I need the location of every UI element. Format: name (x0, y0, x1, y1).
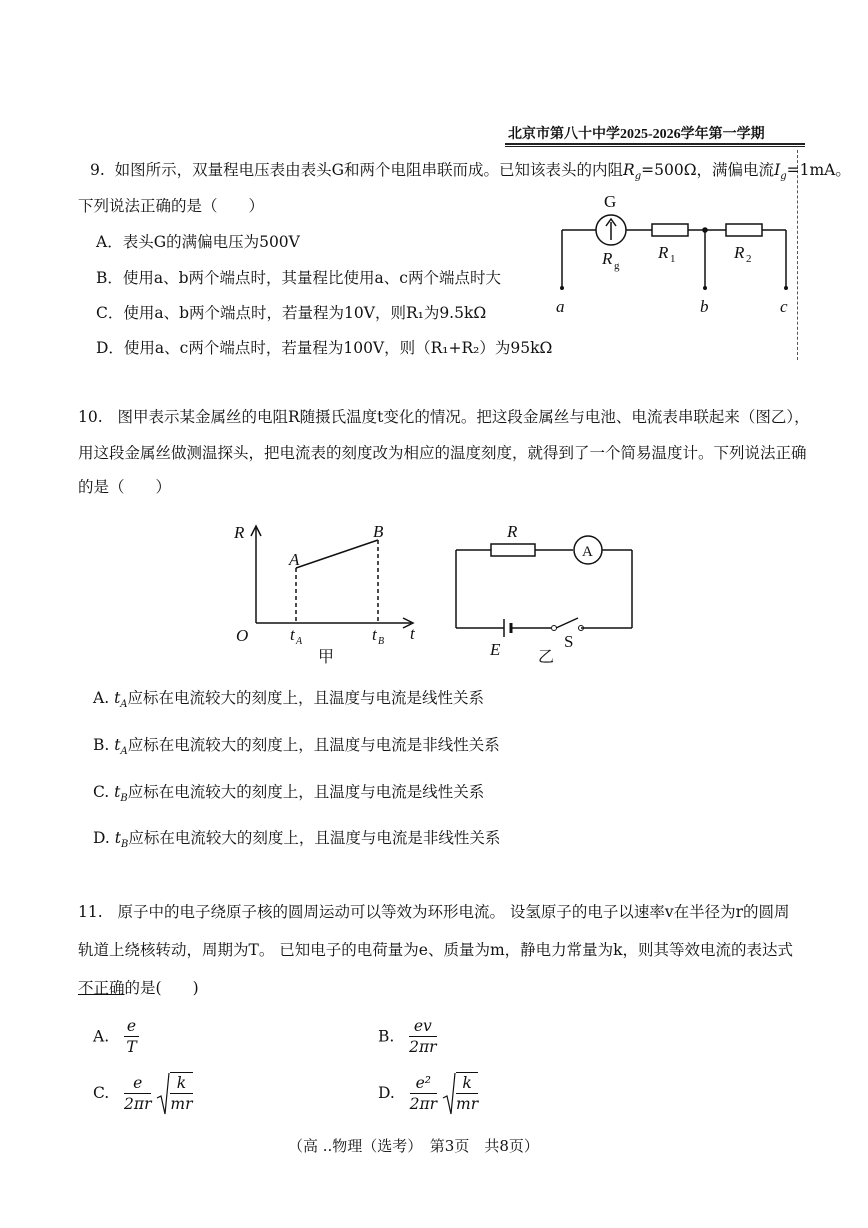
q11-option-c-den: 2πr (124, 1094, 152, 1113)
circuit-label-e: E (490, 640, 501, 659)
q10-option-d[interactable]: D. $t_B$应标在电流较大的刻度上，且温度与电流是非线性关系 (93, 829, 501, 851)
q10-option-b-letter: B. (93, 736, 110, 754)
radical-sign-icon (156, 1072, 170, 1116)
q11-option-c-root-num: k (170, 1073, 192, 1094)
q11-option-b[interactable] (378, 1016, 437, 1066)
q11-option-a[interactable] (93, 1016, 139, 1066)
q9-stem-2: 下列说法正确的是（ ） (78, 197, 265, 215)
q11-option-b-den: 2πr (409, 1038, 437, 1056)
q9-line1: 9. 如图所示，双量程电压表由表头G和两个电阻串联而成。已知该表头的内阻$R_g=500\Omega$，满偏电流$I_g=1mA$。 (90, 161, 851, 183)
q11-option-a-letter: A. (93, 1027, 110, 1046)
q11-option-c-letter: C. (93, 1084, 110, 1102)
graph-point-a: A (289, 550, 300, 569)
r-t-line (296, 540, 378, 568)
label-g: G (604, 192, 617, 211)
q11-option-d-fraction (410, 1073, 437, 1114)
circuit-caption: 乙 (538, 647, 555, 666)
q10-option-a-text: 应标在电流较大的刻度上，且温度与电流是线性关系 (127, 689, 485, 707)
q10-circuit-yi (446, 518, 646, 668)
q10-option-d-tsub: B (120, 839, 129, 851)
label-r2: R (734, 243, 745, 262)
q9-option-b[interactable]: B．使用a、b两个端点时，其量程比使用a、c两个端点时大 (96, 269, 501, 287)
q9-stem-1: 如图所示，双量程电压表由表头G和两个电阻串联而成。已知该表头的内阻 (114, 161, 624, 179)
q10-option-a-tsub: A (120, 699, 128, 711)
q9-option-a[interactable]: A．表头G的满偏电压为500V (96, 233, 300, 251)
q10-stem-3: 的是（ ） (78, 478, 172, 496)
q11-option-d-letter: D. (378, 1084, 395, 1102)
q10-graph-jia (226, 518, 426, 668)
graph-caption: 甲 (318, 647, 335, 666)
terminal-a-dot (560, 286, 564, 290)
q10-option-c-letter: C. (93, 783, 110, 801)
graph-ta: t (290, 625, 295, 644)
resistor-r (491, 544, 535, 556)
q9-number: 9. (90, 161, 105, 179)
label-r1: R (658, 243, 669, 262)
q11-option-b-letter: B. (378, 1027, 395, 1046)
label-rg-sub: g (614, 260, 620, 272)
circuit-label-ammeter: A (582, 544, 593, 560)
q10-stem-1: 图甲表示某金属丝的电阻R随摄氏温度t变化的情况。把这段金属丝与电池、电流表串联起来（图乙）， (117, 408, 810, 426)
label-r2-sub: 2 (746, 253, 752, 265)
q9-circuit-diagram (548, 188, 798, 323)
q11-line1 (78, 902, 790, 922)
label-r1-sub: 1 (670, 253, 676, 265)
school-term-header: 北京市第八十中学2025-2026学年第一学期 (508, 127, 765, 142)
label-c: c (780, 297, 788, 316)
q10-option-b[interactable]: B. $t_A$应标在电流较大的刻度上，且温度与电流是非线性关系 (93, 736, 500, 758)
q11-stem-1: 原子中的电子绕原子核的圆周运动可以等效为环形电流。 设氢原子的电子以速率v在半径为r的圆周 (117, 903, 790, 921)
label-a: a (556, 297, 565, 316)
graph-origin: O (236, 626, 249, 645)
q11-stem-2: 轨道上绕核转动，周期为T。 已知电子的电荷量为e、质量为m，静电力常量为k，则其等效电流的表达式 (78, 941, 794, 959)
q11-stem-3: 的是( ) (124, 979, 199, 997)
q10-option-d-text: 应标在电流较大的刻度上，且温度与电流是非线性关系 (128, 829, 501, 847)
q11-option-b-num: ev (409, 1016, 436, 1037)
q9-option-c[interactable]: C．使用a、b两个端点时，若量程为10V，则R₁为9.5kΩ (96, 304, 487, 322)
q9-rg-value: =500Ω，满偏电流 (641, 161, 775, 179)
q11-option-c-root-den: mr (170, 1095, 193, 1113)
q11-option-d-den: 2πr (409, 1094, 438, 1113)
q11-option-a-den: T (126, 1038, 137, 1056)
q10-option-c-text: 应标在电流较大的刻度上，且温度与电流是线性关系 (127, 783, 485, 801)
resistor-r1 (652, 224, 688, 236)
circuit-label-r: R (507, 522, 518, 541)
q10-option-a[interactable]: A. $t_A$应标在电流较大的刻度上，且温度与电流是线性关系 (93, 689, 485, 711)
graph-x-label: t (410, 624, 415, 643)
q11-emphasis: 不正确 (78, 979, 125, 997)
q11-option-d-num: e² (410, 1073, 437, 1094)
q11-number: 11. (78, 903, 103, 921)
q11-option-d-root-num: k (456, 1073, 478, 1094)
header-rule (505, 143, 805, 145)
header-rule-thin (505, 146, 805, 147)
q10-option-d-letter: D. (93, 829, 110, 847)
q9-ig-value: =1mA。 (786, 161, 851, 179)
resistor-r2 (726, 224, 762, 236)
q9-option-d[interactable]: D．使用a、c两个端点时，若量程为100V，则（R₁+R₂）为95kΩ (96, 339, 553, 357)
q10-option-a-letter: A. (93, 689, 110, 707)
junction-dot (702, 227, 708, 233)
q11-line3 (78, 978, 199, 998)
switch-lever (556, 618, 578, 628)
q11-option-d-root-den: mr (456, 1095, 479, 1113)
terminal-b-dot (703, 286, 707, 290)
graph-ta-sub: A (296, 636, 303, 647)
q11-option-c-sqrt (156, 1072, 192, 1114)
q10-option-b-text: 应标在电流较大的刻度上，且温度与电流是非线性关系 (127, 736, 500, 754)
terminal-c-dot (784, 286, 788, 290)
q10-stem-2: 用这段金属丝做测温探头，把电流表的刻度改为相应的温度刻度，就得到了一个简易温度计。下列说法正确 (78, 444, 807, 462)
radical-sign-icon (442, 1072, 456, 1116)
page-footer: （高 ..物理（选考） 第3页 共8页） (288, 1137, 539, 1155)
q11-option-a-num: e (124, 1016, 139, 1037)
q11-option-c-fraction (124, 1073, 151, 1114)
q11-option-c-num: e (124, 1073, 151, 1094)
graph-point-b: B (373, 522, 384, 541)
label-b: b (700, 297, 709, 316)
q11-option-d[interactable] (378, 1072, 478, 1122)
q11-option-b-fraction (409, 1016, 436, 1057)
graph-y-label: R (234, 523, 245, 542)
q11-option-a-fraction (124, 1016, 139, 1057)
switch-pivot (552, 626, 557, 631)
q11-option-c[interactable] (93, 1072, 193, 1122)
q10-number: 10. (78, 408, 103, 426)
circuit-label-s: S (564, 632, 574, 651)
q10-option-c-tsub: B (120, 793, 128, 805)
q10-option-b-tsub: A (120, 746, 128, 758)
q10-line1 (78, 407, 810, 427)
q10-option-c[interactable]: C. $t_B$应标在电流较大的刻度上，且温度与电流是线性关系 (93, 783, 485, 805)
graph-tb: t (372, 625, 377, 644)
label-rg: R (602, 249, 613, 268)
q11-option-d-sqrt (442, 1072, 478, 1114)
graph-tb-sub: B (378, 636, 385, 647)
